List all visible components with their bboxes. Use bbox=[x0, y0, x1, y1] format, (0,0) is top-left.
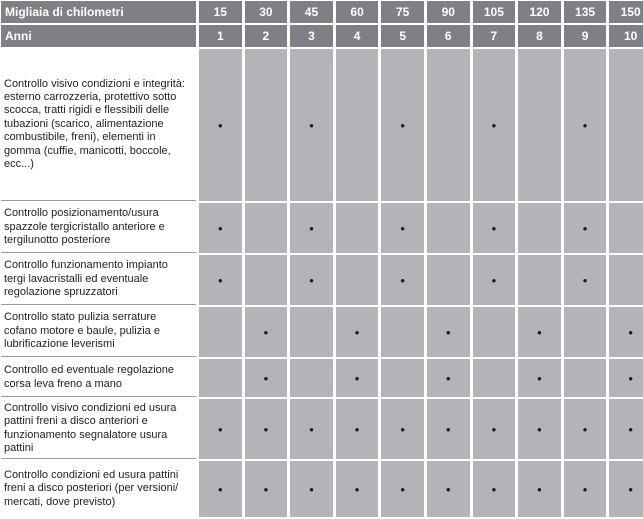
schedule-cell bbox=[427, 49, 470, 201]
schedule-cell bbox=[381, 359, 424, 397]
schedule-cell bbox=[245, 307, 288, 357]
schedule-cell bbox=[473, 359, 516, 397]
km-header-cell: 15 bbox=[199, 1, 242, 23]
maintenance-operation: Controllo visivo condizioni ed usura pattini freni a disco anteriori e funzionamento segnalatore usura pattini bbox=[1, 399, 196, 459]
schedule-cell bbox=[473, 203, 516, 253]
years-header-row bbox=[1, 25, 643, 47]
schedule-cell bbox=[518, 359, 561, 397]
year-header-cell: 4 bbox=[336, 25, 379, 47]
km-header-row bbox=[1, 1, 643, 23]
schedule-cell bbox=[290, 461, 333, 517]
bullet-mark: • bbox=[309, 481, 314, 497]
bullet-mark: • bbox=[309, 220, 314, 236]
schedule-cell bbox=[290, 49, 333, 201]
schedule-cell bbox=[381, 399, 424, 459]
schedule-cell bbox=[427, 399, 470, 459]
bullet-mark: • bbox=[218, 481, 223, 497]
bullet-mark: • bbox=[491, 272, 497, 288]
bullet-mark: • bbox=[400, 481, 405, 497]
schedule-cell bbox=[427, 461, 470, 517]
km-header-cell: 45 bbox=[290, 1, 333, 23]
bullet-mark: • bbox=[628, 324, 633, 340]
schedule-cell bbox=[290, 203, 333, 253]
km-header-cell: 90 bbox=[427, 1, 470, 23]
maintenance-operation: Controllo stato pulizia serrature cofano motore e baule, pulizia e lubrificazione leverismi bbox=[1, 307, 196, 357]
bullet-mark: • bbox=[445, 324, 451, 340]
schedule-cell bbox=[564, 203, 607, 253]
schedule-cell bbox=[609, 255, 643, 305]
bullet-mark: • bbox=[582, 481, 588, 497]
schedule-cell bbox=[199, 255, 242, 305]
km-header-cell: 105 bbox=[473, 1, 516, 23]
table-row bbox=[1, 461, 643, 517]
year-header-cell: 7 bbox=[473, 25, 516, 47]
schedule-cell bbox=[199, 399, 242, 459]
bullet-mark: • bbox=[354, 481, 360, 497]
schedule-cell bbox=[336, 461, 379, 517]
km-header-cell: 135 bbox=[564, 1, 607, 23]
year-header-cell: 8 bbox=[518, 25, 561, 47]
table-row bbox=[1, 203, 643, 253]
schedule-cell bbox=[245, 399, 288, 459]
bullet-mark: • bbox=[263, 370, 269, 386]
schedule-cell bbox=[518, 49, 561, 201]
schedule-cell bbox=[518, 307, 561, 357]
bullet-mark: • bbox=[537, 324, 542, 340]
bullet-mark: • bbox=[491, 220, 497, 236]
schedule-cell bbox=[427, 359, 470, 397]
maintenance-operation: Controllo condizioni ed usura pattini freni a disco posteriori (per versioni/ mercati, dove previsto) bbox=[1, 461, 196, 517]
bullet-mark: • bbox=[309, 117, 314, 133]
schedule-cell bbox=[427, 307, 470, 357]
bullet-mark: • bbox=[582, 421, 588, 437]
schedule-cell bbox=[427, 255, 470, 305]
bullet-mark: • bbox=[354, 324, 360, 340]
bullet-mark: • bbox=[309, 272, 314, 288]
schedule-cell bbox=[473, 399, 516, 459]
maintenance-operation: Controllo ed eventuale regolazione corsa leva freno a mano bbox=[1, 359, 196, 397]
schedule-cell bbox=[518, 399, 561, 459]
table-row bbox=[1, 307, 643, 357]
bullet-mark: • bbox=[263, 481, 269, 497]
year-header-cell: 1 bbox=[199, 25, 242, 47]
schedule-cell bbox=[199, 49, 242, 201]
schedule-cell bbox=[381, 255, 424, 305]
maintenance-operation: Controllo funzionamento impianto tergi lavacristalli ed eventuale regolazione spruzzatori bbox=[1, 255, 196, 305]
bullet-mark: • bbox=[218, 272, 223, 288]
schedule-body bbox=[1, 49, 643, 517]
year-header-cell: 9 bbox=[564, 25, 607, 47]
schedule-cell bbox=[609, 399, 643, 459]
km-header-cell: 75 bbox=[381, 1, 424, 23]
schedule-cell bbox=[245, 203, 288, 253]
maintenance-operation: Controllo visivo condizioni e integrità: esterno carrozzeria, protettivo sotto scocca, tratti rigidi e flessibili delle tubazioni (scarico, alimentazione combustibile, freni), elementi in gomma (cuffie, manicotti, boccole, ecc...) bbox=[1, 49, 196, 201]
bullet-mark: • bbox=[218, 117, 223, 133]
schedule-cell bbox=[427, 203, 470, 253]
schedule-cell bbox=[199, 307, 242, 357]
bullet-mark: • bbox=[400, 117, 405, 133]
schedule-cell bbox=[199, 359, 242, 397]
schedule-cell bbox=[245, 359, 288, 397]
bullet-mark: • bbox=[445, 370, 451, 386]
schedule-cell bbox=[245, 461, 288, 517]
bullet-mark: • bbox=[309, 421, 314, 437]
schedule-cell bbox=[473, 307, 516, 357]
bullet-mark: • bbox=[491, 421, 497, 437]
schedule-cell bbox=[336, 49, 379, 201]
schedule-cell bbox=[564, 255, 607, 305]
schedule-cell bbox=[381, 461, 424, 517]
schedule-cell bbox=[473, 255, 516, 305]
maintenance-operation: Controllo posizionamento/usura spazzole tergicristallo anteriore e tergilunotto posteriore bbox=[1, 203, 196, 253]
schedule-cell bbox=[381, 307, 424, 357]
bullet-mark: • bbox=[354, 370, 360, 386]
schedule-cell bbox=[336, 307, 379, 357]
schedule-cell bbox=[518, 255, 561, 305]
schedule-cell bbox=[609, 203, 643, 253]
bullet-mark: • bbox=[628, 370, 633, 386]
years-header-label: Anni bbox=[1, 25, 196, 47]
schedule-cell bbox=[518, 461, 561, 517]
bullet-mark: • bbox=[491, 481, 497, 497]
schedule-cell bbox=[564, 399, 607, 459]
schedule-cell bbox=[564, 49, 607, 201]
schedule-cell bbox=[290, 307, 333, 357]
schedule-cell bbox=[381, 49, 424, 201]
schedule-cell bbox=[336, 399, 379, 459]
bullet-mark: • bbox=[537, 370, 542, 386]
year-header-cell: 5 bbox=[381, 25, 424, 47]
schedule-cell bbox=[564, 461, 607, 517]
km-header-cell: 30 bbox=[245, 1, 288, 23]
schedule-cell bbox=[609, 461, 643, 517]
km-header-label: Migliaia di chilometri bbox=[1, 1, 196, 23]
schedule-cell bbox=[199, 203, 242, 253]
table-row bbox=[1, 399, 643, 459]
bullet-mark: • bbox=[354, 421, 360, 437]
bullet-mark: • bbox=[537, 421, 542, 437]
schedule-cell bbox=[381, 203, 424, 253]
schedule-cell bbox=[245, 255, 288, 305]
schedule-cell bbox=[473, 49, 516, 201]
bullet-mark: • bbox=[445, 421, 451, 437]
year-header-cell: 2 bbox=[245, 25, 288, 47]
bullet-mark: • bbox=[491, 117, 497, 133]
schedule-cell bbox=[609, 49, 643, 201]
bullet-mark: • bbox=[400, 220, 405, 236]
bullet-mark: • bbox=[400, 272, 405, 288]
schedule-cell bbox=[564, 359, 607, 397]
table-row bbox=[1, 359, 643, 397]
bullet-mark: • bbox=[582, 272, 588, 288]
schedule-cell bbox=[245, 49, 288, 201]
schedule-cell bbox=[290, 255, 333, 305]
table-row bbox=[1, 255, 643, 305]
bullet-mark: • bbox=[218, 220, 223, 236]
bullet-mark: • bbox=[218, 421, 223, 437]
schedule-cell bbox=[609, 359, 643, 397]
year-header-cell: 10 bbox=[609, 25, 643, 47]
bullet-mark: • bbox=[537, 481, 542, 497]
schedule-cell bbox=[564, 307, 607, 357]
bullet-mark: • bbox=[263, 421, 269, 437]
schedule-cell bbox=[336, 255, 379, 305]
bullet-mark: • bbox=[263, 324, 269, 340]
table-row bbox=[1, 49, 643, 201]
bullet-mark: • bbox=[628, 481, 633, 497]
bullet-mark: • bbox=[445, 481, 451, 497]
year-header-cell: 3 bbox=[290, 25, 333, 47]
schedule-cell bbox=[290, 399, 333, 459]
schedule-cell bbox=[336, 203, 379, 253]
schedule-cell bbox=[609, 307, 643, 357]
schedule-cell bbox=[473, 461, 516, 517]
bullet-mark: • bbox=[628, 421, 633, 437]
km-header-cell: 120 bbox=[518, 1, 561, 23]
bullet-mark: • bbox=[400, 421, 405, 437]
bullet-mark: • bbox=[582, 117, 588, 133]
schedule-cell bbox=[518, 203, 561, 253]
schedule-cell bbox=[336, 359, 379, 397]
km-header-cell: 60 bbox=[336, 1, 379, 23]
year-header-cell: 6 bbox=[427, 25, 470, 47]
km-header-cell: 150 bbox=[609, 1, 643, 23]
bullet-mark: • bbox=[582, 220, 588, 236]
schedule-cell bbox=[199, 461, 242, 517]
schedule-cell bbox=[290, 359, 333, 397]
